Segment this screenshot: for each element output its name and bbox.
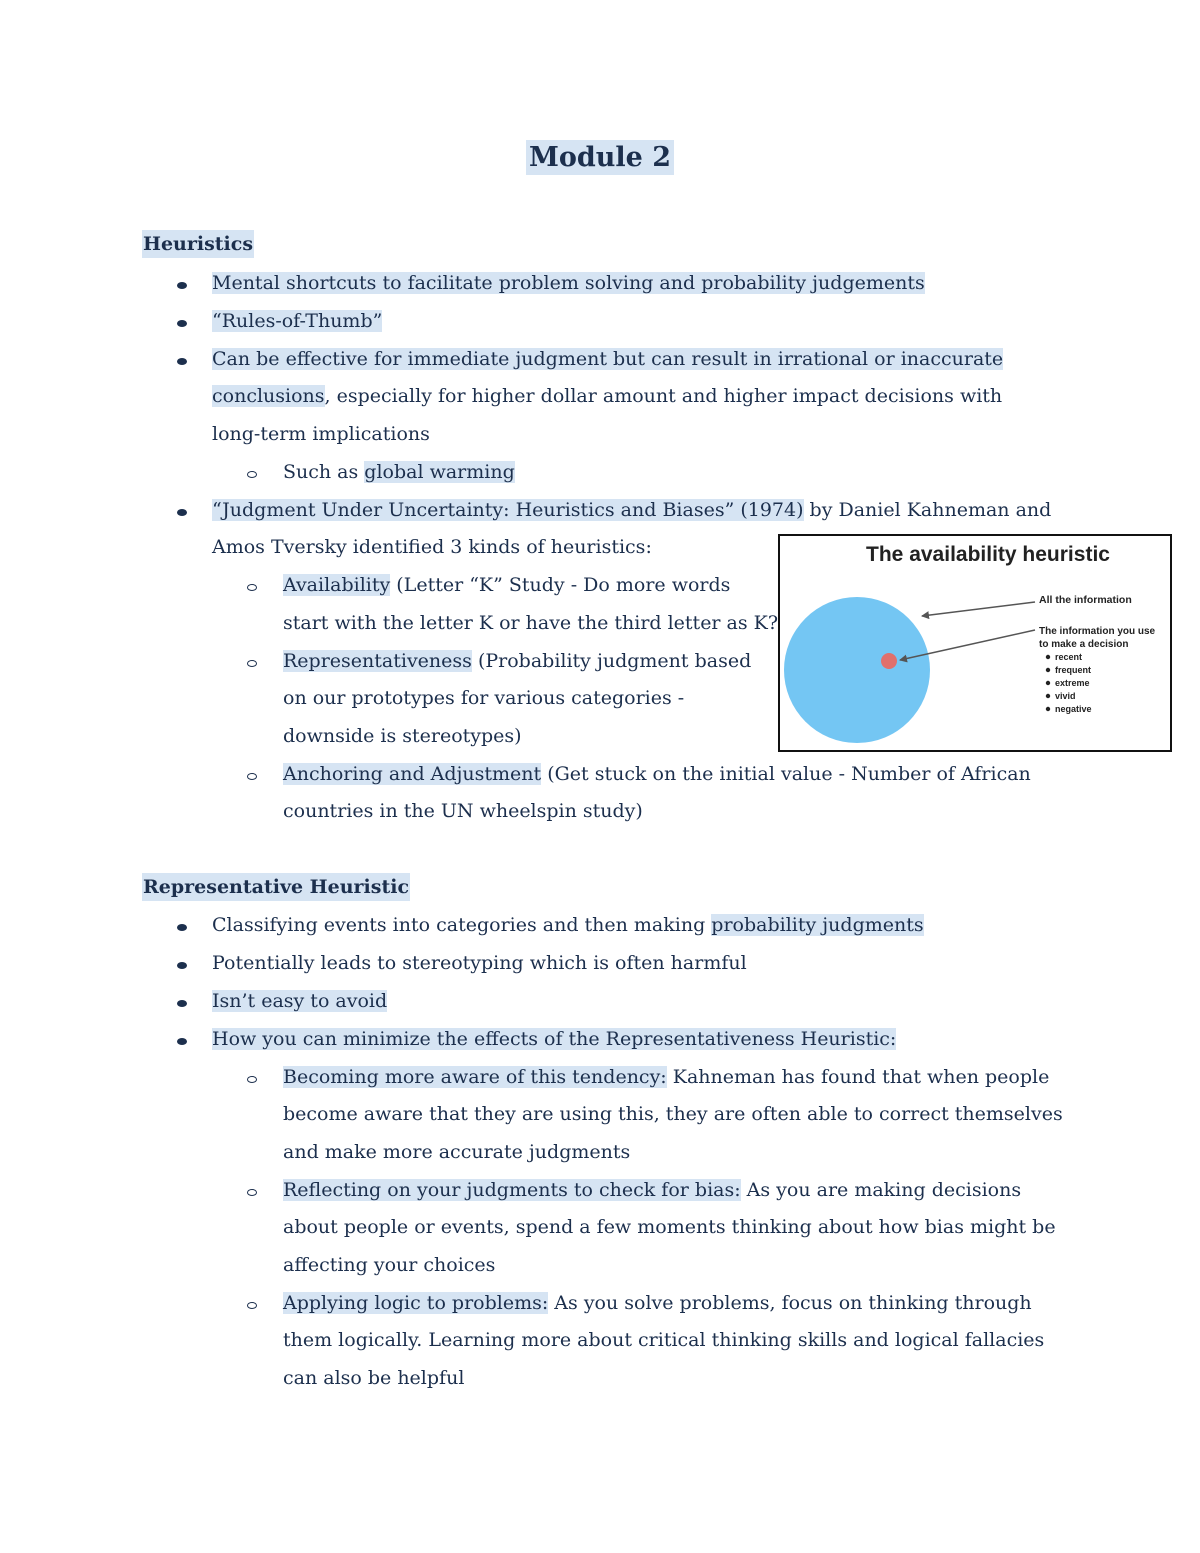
sub-bullet-icon [247,584,257,591]
list-item: Potentially leads to stereotyping which is often harmful [212,952,747,974]
arrow-all-information [922,602,1035,616]
sub-list-item: Anchoring and Adjustment (Get stuck on the initial value - Number of African [283,763,1031,785]
sub-list-item: Applying logic to problems: As you solve problems, focus on thinking through [283,1292,1032,1314]
figure-title: The availability heuristic [866,543,1110,566]
label-all-information: All the information [1039,594,1132,606]
figure-item-bullet-icon [1046,681,1050,685]
bullet-icon [177,924,187,931]
sub-list-item: Such as global warming [283,461,515,483]
bullet-icon [177,1038,187,1045]
label-used-information: The information you use [1039,626,1156,637]
bullet-icon [177,320,187,327]
list-item: How you can minimize the effects of the Representativeness Heuristic: [212,1028,897,1050]
bullet-icon [177,358,187,365]
sub-list-item-continued: on our prototypes for various categories - [283,687,685,709]
page-title: Module 2 [0,142,1200,173]
figure-item-bullet-icon [1046,707,1050,711]
figure-item-label: recent [1055,652,1083,662]
sub-list-item-continued: them logically. Learning more about critical thinking skills and logical fallacies [283,1329,1045,1351]
used-information-dot [881,653,897,669]
sub-list-item-continued: become aware that they are using this, they are often able to correct themselves [283,1103,1063,1125]
sub-bullet-icon [247,660,257,667]
availability-heuristic-figure [778,534,1172,752]
bullet-icon [177,282,187,289]
figure-item-label: extreme [1055,678,1090,688]
list-item-continued: long-term implications [212,423,430,445]
list-item-continued: Amos Tversky identified 3 kinds of heuristics: [212,536,652,558]
all-information-circle [784,597,930,743]
bullet-icon [177,509,187,516]
sub-list-item-continued: downside is stereotypes) [283,725,522,747]
sub-bullet-icon [247,773,257,780]
sub-list-item: Reflecting on your judgments to check for bias: As you are making decisions [283,1179,1022,1201]
sub-list-item-continued: countries in the UN wheelspin study) [283,800,643,822]
figure-item-bullet-icon [1046,655,1050,659]
sub-bullet-icon [247,1302,257,1309]
figure-diagram [780,536,1174,754]
sub-bullet-icon [247,471,257,478]
sub-list-item-continued: about people or events, spend a few moments thinking about how bias might be [283,1216,1056,1238]
heading-representative-heuristic: Representative Heuristic [142,869,410,905]
sub-list-item-continued: and make more accurate judgments [283,1141,631,1163]
sub-list-item-continued: start with the letter K or have the third letter as K? [283,612,779,634]
list-item: “Judgment Under Uncertainty: Heuristics and Biases” (1974) by Daniel Kahneman and [212,499,1052,521]
list-item-continued: conclusions, especially for higher dollar amount and higher impact decisions with [212,385,1003,407]
figure-item-label: vivid [1055,691,1076,701]
list-item: Classifying events into categories and then making probability judgments [212,914,924,936]
sub-list-item-continued: can also be helpful [283,1367,465,1389]
figure-item-label: frequent [1055,665,1091,675]
heading-heuristics: Heuristics [142,226,254,262]
figure-item-list [1046,652,1092,714]
sub-list-item: Becoming more aware of this tendency: Kahneman has found that when people [283,1066,1050,1088]
bullet-icon [177,1000,187,1007]
list-item: Mental shortcuts to facilitate problem solving and probability judgements [212,272,925,294]
sub-list-item-continued: affecting your choices [283,1254,496,1276]
list-item: Isn’t easy to avoid [212,990,388,1012]
list-item: “Rules-of-Thumb” [212,310,383,332]
figure-item-label: negative [1055,704,1092,714]
sub-list-item: Representativeness (Probability judgment based [283,650,752,672]
list-item: Can be effective for immediate judgment but can result in irrational or inaccurate [212,348,1004,370]
bullet-icon [177,962,187,969]
label-used-information-2: to make a decision [1039,639,1129,650]
figure-item-bullet-icon [1046,694,1050,698]
sub-list-item: Availability (Letter “K” Study - Do more words [283,574,731,596]
sub-bullet-icon [247,1076,257,1083]
figure-item-bullet-icon [1046,668,1050,672]
sub-bullet-icon [247,1189,257,1196]
